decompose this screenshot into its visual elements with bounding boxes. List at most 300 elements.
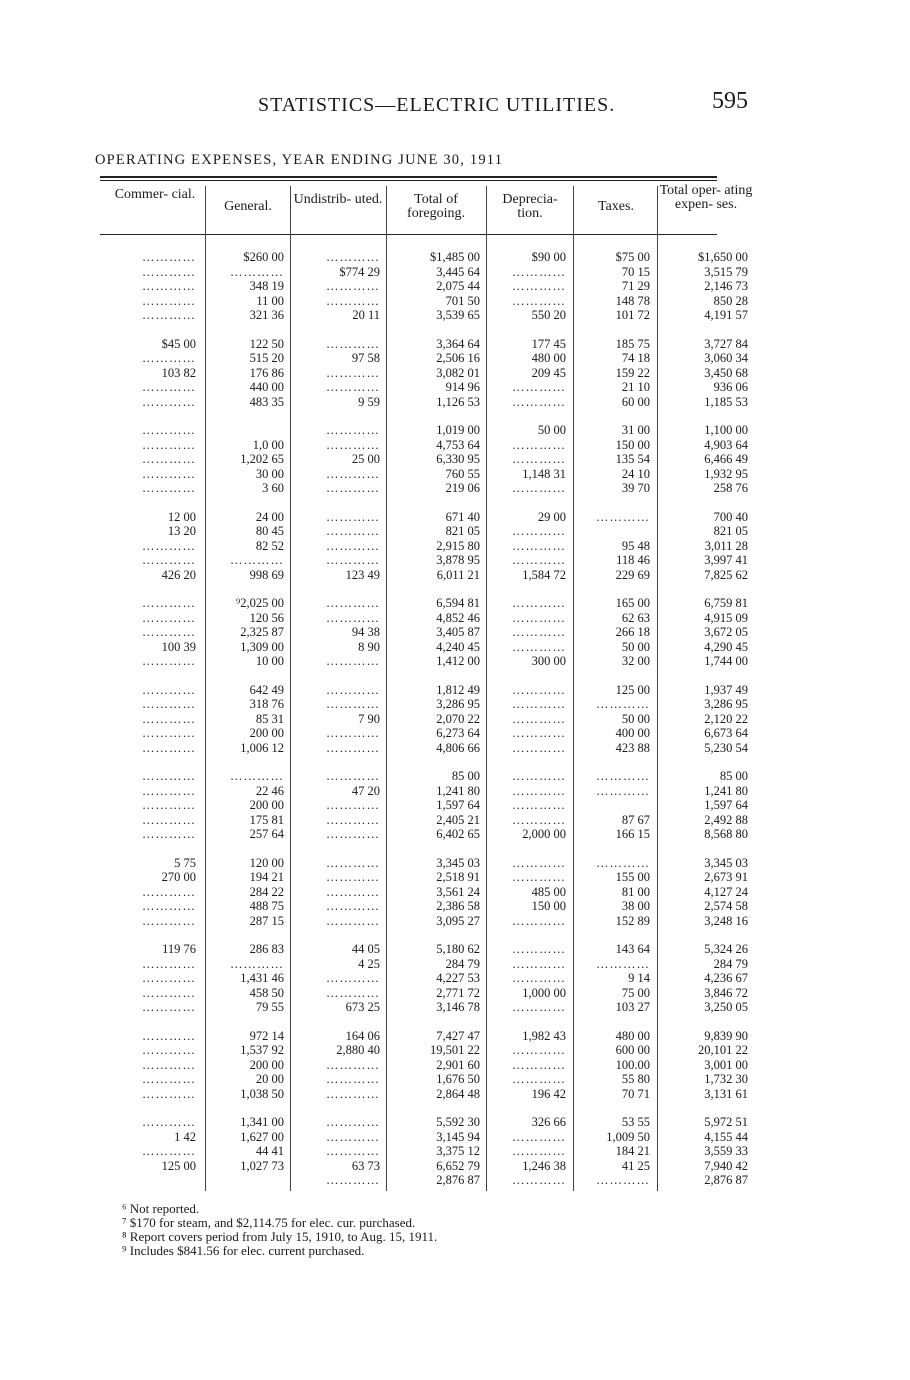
table-cell: ………… [142, 308, 196, 322]
column-divider [573, 186, 574, 1191]
table-cell: 200 00 [249, 1057, 284, 1072]
table-cell: 3 60 [262, 481, 284, 495]
group-spacer [578, 496, 650, 510]
table-cell: ………… [512, 682, 566, 697]
table-cell: 13 20 [167, 524, 196, 538]
footnote-6: ⁶ Not reported. [122, 1201, 200, 1216]
table-cell: 6,759 81 [704, 596, 748, 610]
table-cell: 318 76 [249, 697, 284, 711]
table-cell: 200 00 [249, 798, 284, 812]
table-cell: ………… [142, 1043, 196, 1057]
group-spacer [660, 409, 748, 423]
table-cell: ………… [230, 956, 284, 971]
table-cell: 3,145 94 [436, 1129, 480, 1144]
table-cell: 972 14 [249, 1028, 284, 1043]
table-cell: 1,202 65 [240, 452, 284, 466]
table-cell: 2,876 87 [704, 1173, 748, 1187]
table-cell: 2,864 48 [436, 1086, 480, 1101]
table-cell: ………… [142, 985, 196, 1000]
table-cell: $1,485 00 [430, 250, 480, 264]
column-header-general: General. [224, 199, 272, 214]
table-cell: 1,412 00 [436, 654, 480, 668]
table-cell: 3,561 24 [436, 884, 480, 899]
table-cell: ………… [326, 884, 380, 899]
table-cell: 94 38 [351, 625, 380, 639]
group-spacer [490, 582, 566, 596]
table-cell: 3,001 00 [704, 1057, 748, 1072]
table-cell: ………… [512, 264, 566, 279]
table-cell: ………… [326, 985, 380, 1000]
table-cell: 914 96 [445, 380, 480, 394]
table-cell: ………… [512, 1057, 566, 1072]
table-cell: ………… [142, 1057, 196, 1072]
table-cell: 4,155 44 [704, 1129, 748, 1144]
table-cell: ………… [512, 1043, 566, 1057]
column-header-commercial: Commer- cial. [114, 187, 196, 202]
table-cell: 1,982 43 [522, 1028, 566, 1043]
table-cell: ………… [142, 553, 196, 567]
group-spacer [208, 928, 284, 942]
table-cell: 3,286 95 [704, 697, 748, 711]
page-number: 595 [712, 88, 748, 114]
table-cell: 1,038 50 [240, 1086, 284, 1101]
table-cell: ⁹2,025 00 [235, 596, 284, 610]
table-cell: ………… [512, 913, 566, 928]
table-cell: 5 75 [174, 855, 196, 870]
group-spacer [578, 669, 650, 683]
table-cell: 673 25 [345, 1000, 380, 1014]
table-cell: 2,876 87 [436, 1173, 480, 1187]
table-cell: 10 00 [255, 654, 284, 668]
table-cell: 155 00 [615, 870, 650, 884]
table-cell: ………… [142, 351, 196, 365]
group-spacer [108, 582, 196, 596]
group-spacer [292, 582, 380, 596]
table-cell: ………… [142, 380, 196, 394]
group-spacer [490, 323, 566, 337]
table-cell: ………… [142, 250, 196, 264]
table-cell: ………… [596, 956, 650, 971]
header-bottom-rule [100, 234, 717, 235]
table-cell: ………… [512, 697, 566, 711]
group-spacer [578, 842, 650, 856]
table-cell: 4,852 46 [436, 610, 480, 625]
table-cell: 175 81 [249, 812, 284, 827]
table-cell: 4,236 67 [704, 971, 748, 985]
group-spacer [578, 582, 650, 596]
table-cell: 164 06 [345, 1028, 380, 1043]
table-cell: 3,997 41 [704, 553, 748, 567]
table-cell: ………… [512, 481, 566, 495]
group-spacer [208, 496, 284, 510]
group-spacer [292, 1015, 380, 1029]
group-spacer [208, 582, 284, 596]
table-cell: ………… [142, 452, 196, 466]
group-spacer [208, 755, 284, 769]
table-cell: 166 15 [615, 827, 650, 841]
table-cell: 103 82 [161, 365, 196, 380]
table-cell: ………… [512, 769, 566, 783]
table-cell: ………… [512, 1144, 566, 1158]
table-cell: 1,584 72 [522, 567, 566, 582]
table-cell: 423 88 [615, 740, 650, 755]
table-cell: 300 00 [531, 654, 566, 668]
table-cell: 2,070 22 [436, 711, 480, 726]
table-cell: 1,019 00 [436, 423, 480, 437]
table-cell: ………… [512, 538, 566, 553]
table-cell: ………… [326, 553, 380, 567]
column-divider [205, 186, 206, 1191]
table-cell: 79 55 [255, 1000, 284, 1014]
table-cell: ………… [512, 639, 566, 654]
table-cell: ………… [142, 264, 196, 279]
table-cell: 7,940 42 [704, 1158, 748, 1173]
table-cell: ………… [326, 1072, 380, 1086]
table-cell: 70 71 [621, 1086, 650, 1101]
table-cell: 5,592 30 [436, 1115, 480, 1129]
table-cell: 485 00 [531, 884, 566, 899]
table-cell: 177 45 [531, 336, 566, 351]
table-cell: ………… [142, 279, 196, 293]
table-cell: 1,309 00 [240, 639, 284, 654]
table-cell: 3,539 65 [436, 308, 480, 322]
table-cell: ………… [512, 971, 566, 985]
table-cell: 426 20 [161, 567, 196, 582]
group-spacer [292, 409, 380, 423]
table-cell: 515 20 [249, 351, 284, 365]
table-cell: ………… [142, 610, 196, 625]
group-spacer [578, 323, 650, 337]
table-cell: 103 27 [615, 1000, 650, 1014]
table-cell: 1,937 49 [704, 682, 748, 697]
table-cell: ………… [596, 1173, 650, 1187]
group-spacer [578, 409, 650, 423]
table-cell: 3,515 79 [704, 264, 748, 279]
group-spacer [208, 323, 284, 337]
table-cell: 55 80 [621, 1072, 650, 1086]
undistributed-column [292, 250, 380, 1188]
table-cell: 270 00 [161, 870, 196, 884]
table-cell: 60 00 [621, 394, 650, 409]
table-cell: 3,082 01 [436, 365, 480, 380]
table-cell: 2,075 44 [436, 279, 480, 293]
group-spacer [108, 1015, 196, 1029]
table-cell: ………… [326, 855, 380, 870]
table-cell: ………… [326, 1115, 380, 1129]
table-cell: ………… [512, 1000, 566, 1014]
table-cell: ………… [326, 365, 380, 380]
table-cell: ………… [326, 971, 380, 985]
table-cell: 165 00 [615, 596, 650, 610]
table-cell: ………… [326, 827, 380, 841]
table-cell [578, 524, 650, 539]
table-cell: 3,405 87 [436, 625, 480, 639]
table-cell: 1,676 50 [436, 1072, 480, 1086]
table-cell: 150 00 [615, 437, 650, 452]
column-divider [290, 186, 291, 1191]
table-cell: ………… [326, 899, 380, 913]
group-spacer [390, 582, 480, 596]
table-cell: 21 10 [621, 380, 650, 394]
table-cell: ………… [512, 596, 566, 610]
group-spacer [208, 1015, 284, 1029]
table-cell: 1,597 64 [704, 798, 748, 812]
table-cell: ………… [596, 769, 650, 783]
table-cell: 3,672 05 [704, 625, 748, 639]
table-cell: ………… [512, 437, 566, 452]
group-spacer [660, 582, 748, 596]
table-cell [108, 1173, 196, 1188]
group-spacer [390, 755, 480, 769]
table-cell: 24 10 [621, 466, 650, 481]
table-cell: ………… [326, 423, 380, 437]
group-spacer [660, 842, 748, 856]
group-spacer [390, 496, 480, 510]
table-cell: 30 00 [255, 466, 284, 481]
table-cell: 53 55 [621, 1115, 650, 1129]
table-cell: ………… [142, 1086, 196, 1101]
table-cell: 12 00 [167, 509, 196, 524]
table-cell: ………… [512, 1173, 566, 1187]
group-spacer [660, 669, 748, 683]
table-cell: 194 21 [249, 870, 284, 884]
table-cell: ………… [596, 855, 650, 870]
table-cell: ………… [326, 437, 380, 452]
table-cell: ………… [142, 538, 196, 553]
table-cell: ………… [142, 1028, 196, 1043]
table-cell: 4,127 24 [704, 884, 748, 899]
table-cell: 2,574 58 [704, 899, 748, 913]
table-cell: 480 00 [531, 351, 566, 365]
table-cell: ………… [142, 625, 196, 639]
table-cell: 2,771 72 [436, 985, 480, 1000]
table-cell: ………… [512, 380, 566, 394]
table-cell: 209 45 [531, 365, 566, 380]
column-header-taxes: Taxes. [598, 199, 634, 214]
table-cell: 87 67 [621, 812, 650, 827]
table-cell: 1,126 53 [436, 394, 480, 409]
table-cell: 1,732 30 [704, 1072, 748, 1086]
table-cell: 50 00 [621, 711, 650, 726]
group-spacer [108, 842, 196, 856]
footnote-7: ⁷ $170 for steam, and $2,114.75 for elec. cur. purchased. [122, 1215, 416, 1230]
group-spacer [578, 1015, 650, 1029]
table-cell: 4,240 45 [436, 639, 480, 654]
taxes-column [578, 250, 650, 1188]
table-cell: 196 42 [531, 1086, 566, 1101]
table-cell [208, 423, 284, 438]
group-spacer [108, 755, 196, 769]
table-cell: 3,286 95 [436, 697, 480, 711]
table-cell: ………… [142, 740, 196, 755]
table-cell: 3,450 68 [704, 365, 748, 380]
table-cell: ………… [326, 740, 380, 755]
table-cell: 44 05 [351, 942, 380, 956]
table-cell: 24 00 [255, 509, 284, 524]
group-spacer [208, 409, 284, 423]
group-spacer [490, 409, 566, 423]
top-rule [100, 176, 717, 178]
group-spacer [390, 669, 480, 683]
table-cell: 3,727 84 [704, 336, 748, 351]
table-cell: 7,825 62 [704, 567, 748, 582]
table-cell: 6,594 81 [436, 596, 480, 610]
commercial-column [108, 250, 196, 1188]
group-spacer [490, 928, 566, 942]
group-spacer [208, 669, 284, 683]
table-cell: ………… [326, 279, 380, 293]
group-spacer [660, 755, 748, 769]
table-cell: 1,006 12 [240, 740, 284, 755]
table-cell: ………… [326, 769, 380, 783]
table-cell: ………… [142, 481, 196, 495]
table-cell: 120 00 [249, 855, 284, 870]
table-cell: ………… [512, 524, 566, 538]
table-cell: 4,753 64 [436, 437, 480, 452]
table-cell: 1,100 00 [704, 423, 748, 437]
table-cell: ………… [326, 509, 380, 524]
group-spacer [108, 1101, 196, 1115]
table-cell: 25 00 [351, 452, 380, 466]
table-cell: ………… [326, 380, 380, 394]
table-cell: 266 18 [615, 625, 650, 639]
table-cell: 125 00 [615, 682, 650, 697]
table-cell: ………… [142, 899, 196, 913]
table-cell: ………… [596, 783, 650, 798]
table-cell: ………… [512, 783, 566, 798]
table-cell: ………… [142, 437, 196, 452]
table-cell: ………… [142, 682, 196, 697]
table-cell: 97 58 [351, 351, 380, 365]
footnote-9: ⁹ Includes $841.56 for elec. current purchased. [122, 1243, 365, 1258]
group-spacer [208, 842, 284, 856]
table-cell: 200 00 [249, 726, 284, 740]
table-cell: 75 00 [621, 985, 650, 1000]
table-cell: 135 54 [615, 452, 650, 466]
table-cell: 4,915 09 [704, 610, 748, 625]
table-cell: 3,248 16 [704, 913, 748, 928]
table-cell: 39 70 [621, 481, 650, 495]
table-cell: ………… [326, 726, 380, 740]
table-cell: ………… [142, 1000, 196, 1014]
table-cell: $1,650 00 [698, 250, 748, 264]
group-spacer [390, 928, 480, 942]
group-spacer [490, 1101, 566, 1115]
top-rule-thin [100, 180, 717, 181]
table-cell: ………… [512, 1129, 566, 1144]
table-cell: 3,345 03 [436, 855, 480, 870]
column-divider [486, 186, 487, 1191]
table-cell: ………… [326, 250, 380, 264]
table-cell: 143 64 [615, 942, 650, 956]
table-cell: $90 00 [531, 250, 566, 264]
table-cell: 2,915 80 [436, 538, 480, 553]
table-cell: 440 00 [249, 380, 284, 394]
table-cell: 1,000 00 [522, 985, 566, 1000]
depreciation-column [490, 250, 566, 1188]
table-cell: 2,492 88 [704, 812, 748, 827]
table-cell: ………… [326, 481, 380, 495]
table-cell: $260 00 [243, 250, 284, 264]
table-cell: ………… [326, 1057, 380, 1072]
table-cell: 760 55 [445, 466, 480, 481]
column-header-total-foregoing: Total of foregoing. [407, 192, 465, 221]
table-cell: 998 69 [249, 567, 284, 582]
table-cell: 184 21 [615, 1144, 650, 1158]
table-cell: 550 20 [531, 308, 566, 322]
table-cell: ………… [326, 538, 380, 553]
table-cell: 9 59 [358, 394, 380, 409]
table-cell: 6,673 64 [704, 726, 748, 740]
group-spacer [108, 323, 196, 337]
group-spacer [108, 669, 196, 683]
table-cell: 1,185 53 [704, 394, 748, 409]
table-cell: 6,273 64 [436, 726, 480, 740]
table-cell: ………… [512, 293, 566, 308]
table-cell: ………… [142, 697, 196, 711]
table-cell: 4,903 64 [704, 437, 748, 452]
table-cell: 122 50 [249, 336, 284, 351]
table-cell: 1,597 64 [436, 798, 480, 812]
table-cell: 100 39 [161, 639, 196, 654]
table-cell: ………… [326, 524, 380, 538]
total-operating-column [660, 250, 748, 1188]
table-cell: 159 22 [615, 365, 650, 380]
table-cell: 4 25 [358, 956, 380, 971]
table-cell: 2,880 40 [336, 1043, 380, 1057]
table-cell: ………… [512, 740, 566, 755]
column-divider [386, 186, 387, 1191]
group-spacer [660, 496, 748, 510]
table-cell: 19,501 22 [430, 1043, 480, 1057]
table-cell: 6,011 21 [436, 567, 480, 582]
table-cell: 1,009 50 [606, 1129, 650, 1144]
table-title: OPERATING EXPENSES, YEAR ENDING JUNE 30, 1911 [95, 152, 504, 168]
table-cell: 6,402 65 [436, 827, 480, 841]
table-cell: ………… [142, 1144, 196, 1158]
table-cell: 3,060 34 [704, 351, 748, 365]
table-cell: 1,431 46 [240, 971, 284, 985]
table-cell: 9 14 [628, 971, 650, 985]
table-cell: 3,131 61 [704, 1086, 748, 1101]
table-cell: ………… [596, 509, 650, 524]
table-cell: 20,101 22 [698, 1043, 748, 1057]
table-cell: ………… [512, 394, 566, 409]
table-cell: ………… [142, 711, 196, 726]
table-cell: 4,290 45 [704, 639, 748, 654]
table-cell: 7 90 [358, 711, 380, 726]
group-spacer [108, 496, 196, 510]
table-cell: 458 50 [249, 985, 284, 1000]
table-cell: 642 49 [249, 682, 284, 697]
table-cell: $75 00 [615, 250, 650, 264]
table-cell: 118 46 [616, 553, 650, 567]
group-spacer [390, 1015, 480, 1029]
table-cell: ………… [142, 769, 196, 783]
table-cell: 284 22 [249, 884, 284, 899]
table-cell: 29 00 [537, 509, 566, 524]
group-spacer [660, 928, 748, 942]
total-foregoing-column [390, 250, 480, 1188]
table-cell: 1,537 92 [240, 1043, 284, 1057]
column-header-depreciation: Deprecia- tion. [502, 192, 558, 221]
table-cell: ………… [512, 942, 566, 956]
table-cell: 700 40 [713, 509, 748, 524]
table-cell: ………… [596, 697, 650, 711]
table-cell: 71 29 [621, 279, 650, 293]
table-cell: 3,345 03 [704, 855, 748, 870]
table-cell: ………… [142, 423, 196, 437]
